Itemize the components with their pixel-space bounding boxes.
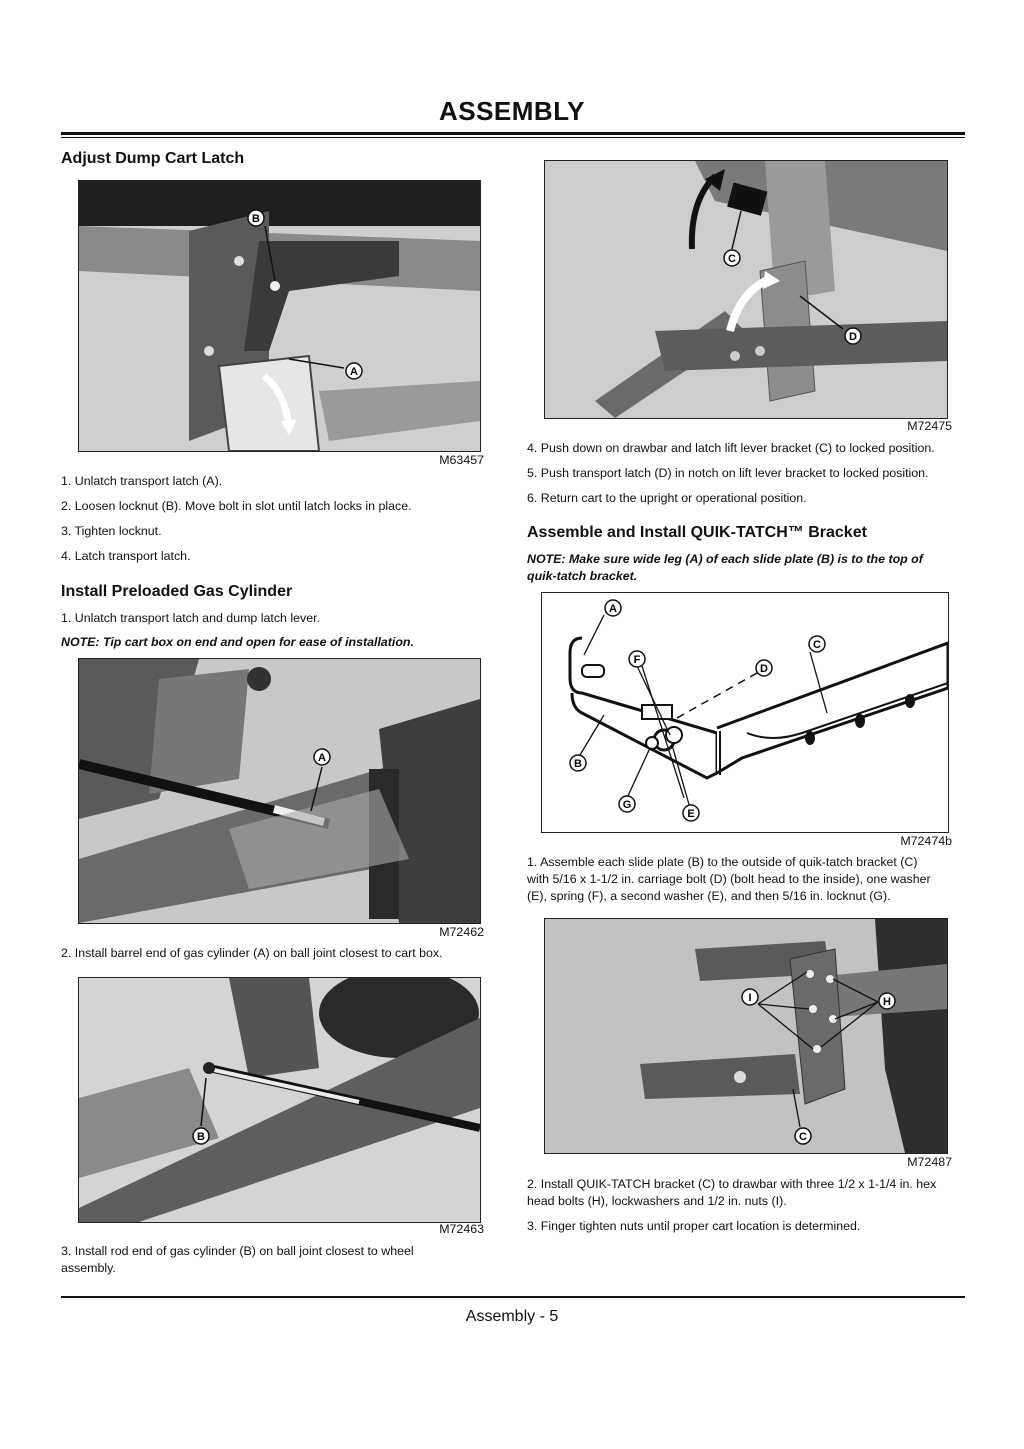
footer-rule [61,1296,965,1298]
note-text: NOTE: Tip cart box on end and open for ease of installation. [61,635,414,649]
step-text: head bolts (H), lockwashers and 1/2 in. nuts (I). [527,1194,787,1208]
callout-f: F [633,654,641,666]
step-text: 3. Finger tighten nuts until proper cart location is determined. [527,1219,861,1233]
step-text: 2. Install barrel end of gas cylinder (A) on ball joint closest to cart box. [61,946,443,960]
diagram-quik-tatch-bracket [541,592,949,833]
figure-id: M72462 [439,925,484,939]
callout-c: C [728,253,736,265]
step-text: 5. Push transport latch (D) in notch on lift lever bracket to locked position. [527,466,929,480]
section-heading-quik-tatch: Assemble and Install QUIK-TATCH™ Bracket [527,524,867,541]
step-text: assembly. [61,1261,116,1275]
step-text: 1. Unlatch transport latch (A). [61,474,223,488]
section-heading-dump-cart-latch: Adjust Dump Cart Latch [61,150,245,167]
step-text: with 5/16 x 1-1/2 in. carriage bolt (D) (bolt head to the inside), one washer [527,872,931,886]
step-text: 4. Latch transport latch. [61,549,191,563]
callout-d: D [849,331,857,343]
step-text: 3. Install rod end of gas cylinder (B) on ball joint closest to wheel [61,1244,414,1258]
callout-e: E [687,808,695,820]
callout-a: A [609,603,617,615]
note-text: quik-tatch bracket. [527,569,638,583]
step-text: 1. Assemble each slide plate (B) to the outside of quik-tatch bracket (C) [527,855,918,869]
header-rule-thin [61,137,965,138]
callout-b: B [197,1131,205,1143]
callout-a: A [350,366,358,378]
page-footer: Assembly - 5 [465,1308,559,1325]
figure-id: M72487 [907,1155,952,1169]
callout-c: C [799,1131,807,1143]
callout-b: B [252,213,260,225]
callout-b: B [574,758,582,770]
photo-gas-cylinder-rod [78,977,481,1223]
callout-d: D [760,663,768,675]
photo-bracket-installed [544,918,948,1154]
photo-lift-lever-bracket [544,160,948,419]
section-heading-gas-cylinder: Install Preloaded Gas Cylinder [61,583,293,600]
step-text: 4. Push down on drawbar and latch lift lever bracket (C) to locked position. [527,441,935,455]
callout-a: A [318,752,326,764]
page-title: ASSEMBLY [438,96,586,126]
figure-id: M72474b [900,834,952,848]
callout-h: H [883,996,891,1008]
step-text: 2. Loosen locknut (B). Move bolt in slot until latch locks in place. [61,499,412,513]
note-text: NOTE: Make sure wide leg (A) of each slide plate (B) is to the top of [527,552,923,566]
header-rule [61,132,965,135]
figure-id: M63457 [439,453,484,467]
figure-id: M72463 [439,1222,484,1236]
callout-g: G [622,799,632,811]
step-text: 2. Install QUIK-TATCH bracket (C) to drawbar with three 1/2 x 1-1/4 in. hex [527,1177,937,1191]
step-text: (E), spring (F), a second washer (E), and then 5/16 in. locknut (G). [527,889,891,903]
photo-dump-cart-latch [78,180,481,452]
callout-c: C [813,639,821,651]
photo-gas-cylinder-barrel [78,658,481,924]
step-text: 3. Tighten locknut. [61,524,162,538]
callout-i: I [748,992,752,1004]
figure-id: M72475 [907,419,952,433]
step-text: 6. Return cart to the upright or operational position. [527,491,807,505]
step-text: 1. Unlatch transport latch and dump latch lever. [61,611,320,625]
